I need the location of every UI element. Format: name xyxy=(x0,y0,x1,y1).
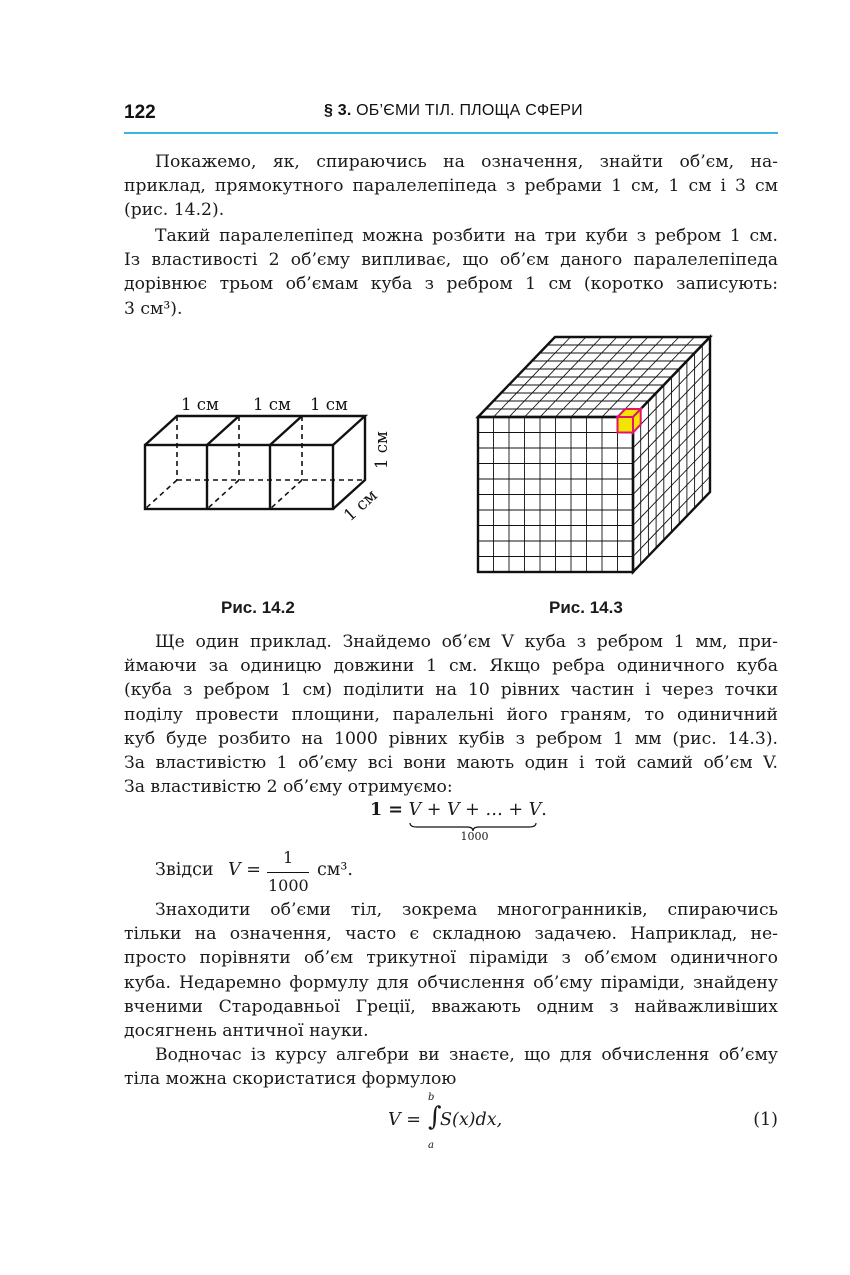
text-line: куб буде розбито на 1000 рівних кубів з ребром 1 мм (рис. 14.3). xyxy=(124,728,778,749)
equation-fraction xyxy=(155,848,455,898)
figure-14-3 xyxy=(470,330,720,590)
text-line: вченими Стародавньої Греції, вважають одним з найважливіших xyxy=(124,996,778,1017)
paragraph-5 xyxy=(124,1043,778,1091)
text-line: За властивістю 1 об’єму всі вони мають один і той самий об’єм V. xyxy=(124,753,778,774)
text-line: Знаходити об’єми тіл, зокрема многогранників, спираючись xyxy=(155,900,778,920)
section-mark: § 3. xyxy=(324,102,352,119)
text-line: поділу провести площини, паралельні його граням, то одиничний xyxy=(124,704,778,725)
equation-sum xyxy=(370,800,547,843)
edge-label: 1 см xyxy=(310,395,348,414)
equation-number: (1) xyxy=(753,1110,778,1130)
figure-caption: Рис. 14.2 xyxy=(221,598,295,617)
text-line: ймаючи за одиницю довжини 1 см. Якщо ребра одиничного куба xyxy=(124,656,778,677)
edge-label: 1 см xyxy=(181,395,219,414)
highlighted-cube-front xyxy=(618,417,634,433)
paragraph-3 xyxy=(124,630,778,799)
text-line: (рис. 14.2). xyxy=(124,200,225,221)
integral-sign: ∫ xyxy=(428,1102,442,1132)
page-number: 122 xyxy=(124,102,156,123)
cube-divider-top xyxy=(270,416,302,445)
equation-lhs: V = xyxy=(228,860,261,880)
integral-lower-limit: a xyxy=(428,1140,434,1151)
text-line: приклад, прямокутного паралелепіпеда з ребрами 1 см, 1 см і 3 см xyxy=(124,176,778,197)
fraction-numerator: 1 xyxy=(283,848,294,867)
underbrace-count: 1000 xyxy=(460,830,489,843)
text-line: 3 см³). xyxy=(124,298,183,319)
text-line: Такий паралелепіпед можна розбити на три куби з ребром 1 см. xyxy=(155,226,778,246)
text-line: тільки на означення, часто є складною задачею. Наприклад, не- xyxy=(124,924,778,945)
section-title-text: ОБ’ЄМИ ТІЛ. ПЛОЩА СФЕРИ xyxy=(356,102,583,119)
hidden-edge xyxy=(270,480,302,509)
figure-14-2 xyxy=(135,385,405,535)
paragraph-4 xyxy=(124,898,778,1043)
edge-label: 1 см xyxy=(372,431,391,469)
equation-sum-terms: V + V + … + V xyxy=(408,800,542,820)
equation-lhs: 1 = xyxy=(370,800,403,820)
edge-label: 1 см xyxy=(253,395,291,414)
text-line: просто порівняти об’єм трикутної піраміди з об’ємом одиничного xyxy=(124,948,778,969)
text-line: Ще один приклад. Знайдемо об’єм V куба з ребром 1 мм, при- xyxy=(155,632,778,652)
text-prefix: Звідси xyxy=(155,860,214,880)
text-line: куба. Недаремно формулу для обчислення об’єму піраміди, знайдену xyxy=(124,972,778,993)
text-line: дорівнює трьом об’ємам куба з ребром 1 см (коротко записують: xyxy=(124,274,778,295)
text-line: тіла можна скористатися формулою xyxy=(124,1069,457,1090)
equation-lhs: V = xyxy=(388,1110,421,1130)
text-line: (куба з ребром 1 см) поділити на 10 рівних частин і через точки xyxy=(124,680,778,701)
edge-label: 1 см xyxy=(339,485,381,525)
hidden-edge xyxy=(145,480,177,509)
fraction-denominator: 1000 xyxy=(268,876,309,895)
text-line: досягнень античної науки. xyxy=(124,1021,369,1042)
integral-upper-limit: b xyxy=(428,1092,435,1103)
running-header xyxy=(124,98,778,134)
equation-period: . xyxy=(541,800,547,820)
figure-caption: Рис. 14.3 xyxy=(549,598,623,617)
text-line: Водночас із курсу алгебри ви знаєте, що для обчислення об’єму xyxy=(155,1045,778,1065)
hidden-edge xyxy=(207,480,239,509)
section-title xyxy=(324,102,583,120)
text-line: Покажемо, як, спираючись на означення, знайти об’єм, на- xyxy=(155,152,778,172)
text-line: За властивістю 2 об’єму отримуємо: xyxy=(124,777,453,798)
text-line: Із властивості 2 об’єму випливає, що об’єм даного паралелепіпеда xyxy=(124,250,778,271)
prism-top-face xyxy=(145,416,365,445)
integrand: S(x)dx, xyxy=(440,1110,503,1130)
unit: см³. xyxy=(317,860,353,880)
paragraph-2 xyxy=(124,224,778,321)
cube-divider-top xyxy=(207,416,239,445)
paragraph-1 xyxy=(124,150,778,223)
fraction-bar xyxy=(267,872,309,873)
equation-integral xyxy=(388,1092,778,1152)
